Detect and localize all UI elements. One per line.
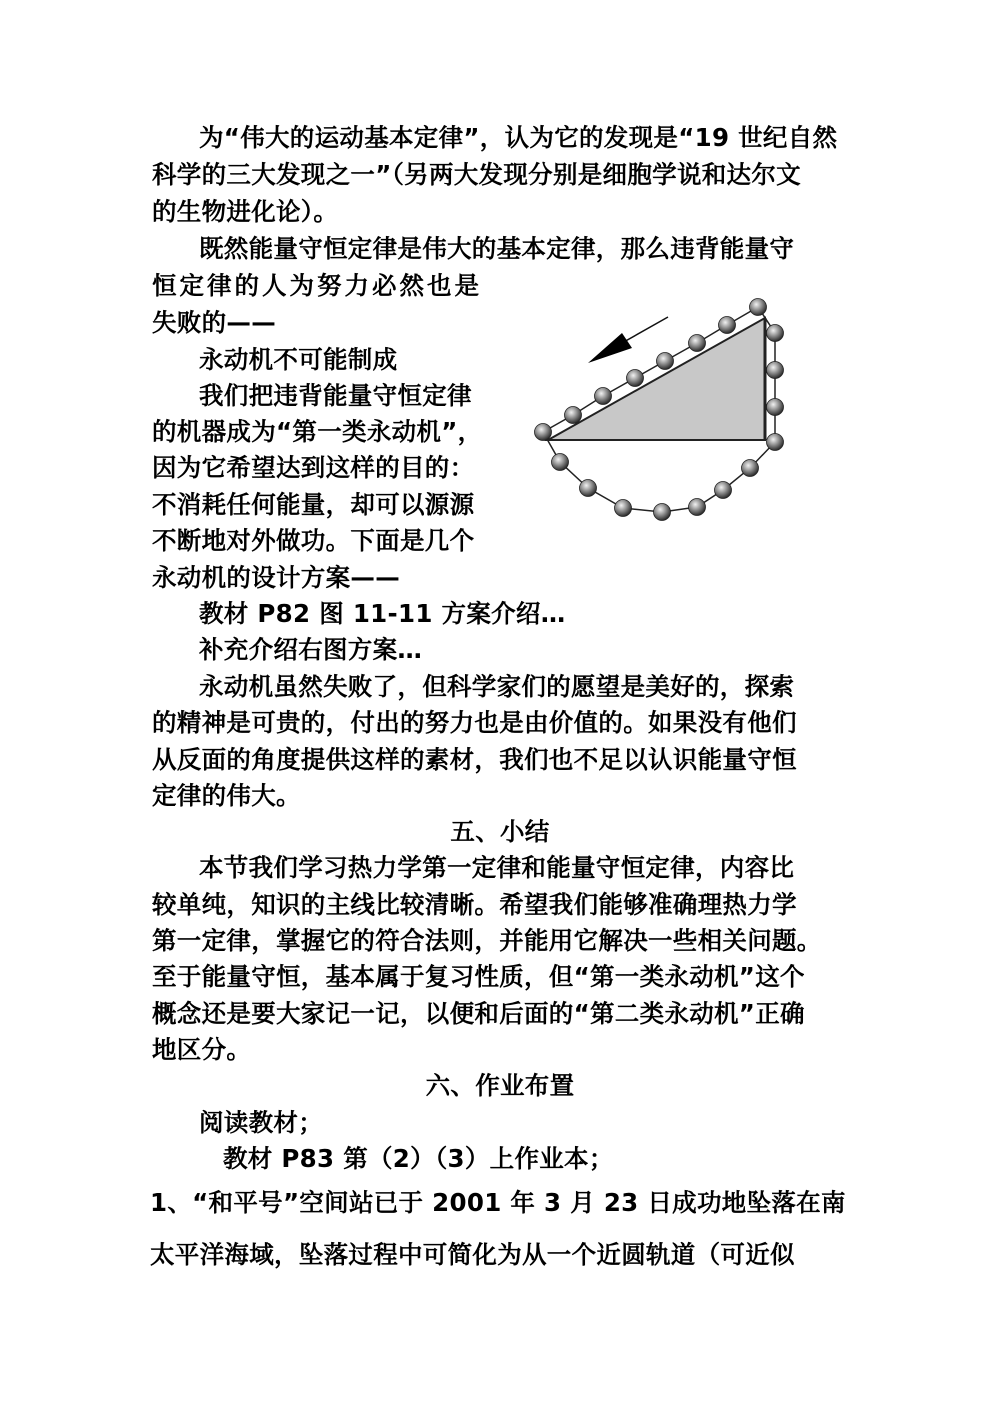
paragraph-4-line-1: 永动机虽然失败了，但科学家们的愿望是美好的，探索 [199,672,795,701]
incline-triangle [548,318,765,440]
paragraph-3-line-1: 我们把违背能量守恒定律 [199,381,472,410]
paragraph-3-line-2: 的机器成为“第一类永动机”， [152,417,483,446]
paragraph-5-line-5: 概念还是要大家记一记，以便和后面的“第二类永动机”正确 [152,999,805,1028]
paragraph-5-line-3: 第一定律，掌握它的符合法则，并能用它解决一些相关问题。 [152,926,822,955]
perpetual-motion-subheading: 永动机不可能制成 [199,345,398,374]
paragraph-4-line-3: 从反面的角度提供这样的素材，我们也不足以认识能量守恒 [152,745,797,774]
paragraph-1-line-1: 为“伟大的运动基本定律”，认为它的发现是“19 世纪自然 [199,123,838,152]
direction-arrow-icon [588,317,668,363]
perpetual-motion-diagram [520,290,800,530]
paragraph-5-line-2: 较单纯，知识的主线比较清晰。希望我们能够准确理热力学 [152,890,797,919]
section-6-heading: 六、作业布置 [425,1071,575,1100]
paragraph-2-line-3: 失败的—— [152,308,276,337]
paragraph-4-line-2: 的精神是可贵的，付出的努力也是由价值的。如果没有他们 [152,708,797,737]
supplement-reference: 补充介绍右图方案… [199,635,423,664]
paragraph-5-line-1: 本节我们学习热力学第一定律和能量守恒定律，内容比 [199,853,795,882]
paragraph-2-line-1: 既然能量守恒定律是伟大的基本定律，那么违背能量守 [199,234,795,263]
paragraph-3-line-4: 不消耗任何能量，却可以源源 [152,490,475,519]
homework-item-2: 教材 P83 第（2）（3）上作业本； [223,1144,614,1173]
homework-item-1: 阅读教材； [199,1108,323,1137]
paragraph-1-line-2: 科学的三大发现之一”（另两大发现分别是细胞学说和达尔文 [152,160,801,189]
section-5-heading: 五、小结 [450,817,550,846]
paragraph-5-line-6: 地区分。 [152,1035,252,1064]
question-1-line-2: 太平洋海域，坠落过程中可简化为从一个近圆轨道（可近似 [150,1240,795,1269]
paragraph-3-line-5: 不断地对外做功。下面是几个 [152,526,475,555]
paragraph-4-line-4: 定律的伟大。 [152,781,301,810]
paragraph-2-line-2: 恒定律的人为努力必然也是 [152,271,482,300]
paragraph-1-line-3: 的生物进化论）。 [152,197,339,226]
question-1-line-1: 1、“和平号”空间站已于 2001 年 3 月 23 日成功地坠落在南 [150,1188,846,1217]
paragraph-3-line-6: 永动机的设计方案—— [152,563,400,592]
paragraph-5-line-4: 至于能量守恒，基本属于复习性质，但“第一类永动机”这个 [152,962,805,991]
textbook-reference: 教材 P82 图 11-11 方案介绍… [199,599,566,628]
paragraph-3-line-3: 因为它希望达到这样的目的： [152,453,475,482]
